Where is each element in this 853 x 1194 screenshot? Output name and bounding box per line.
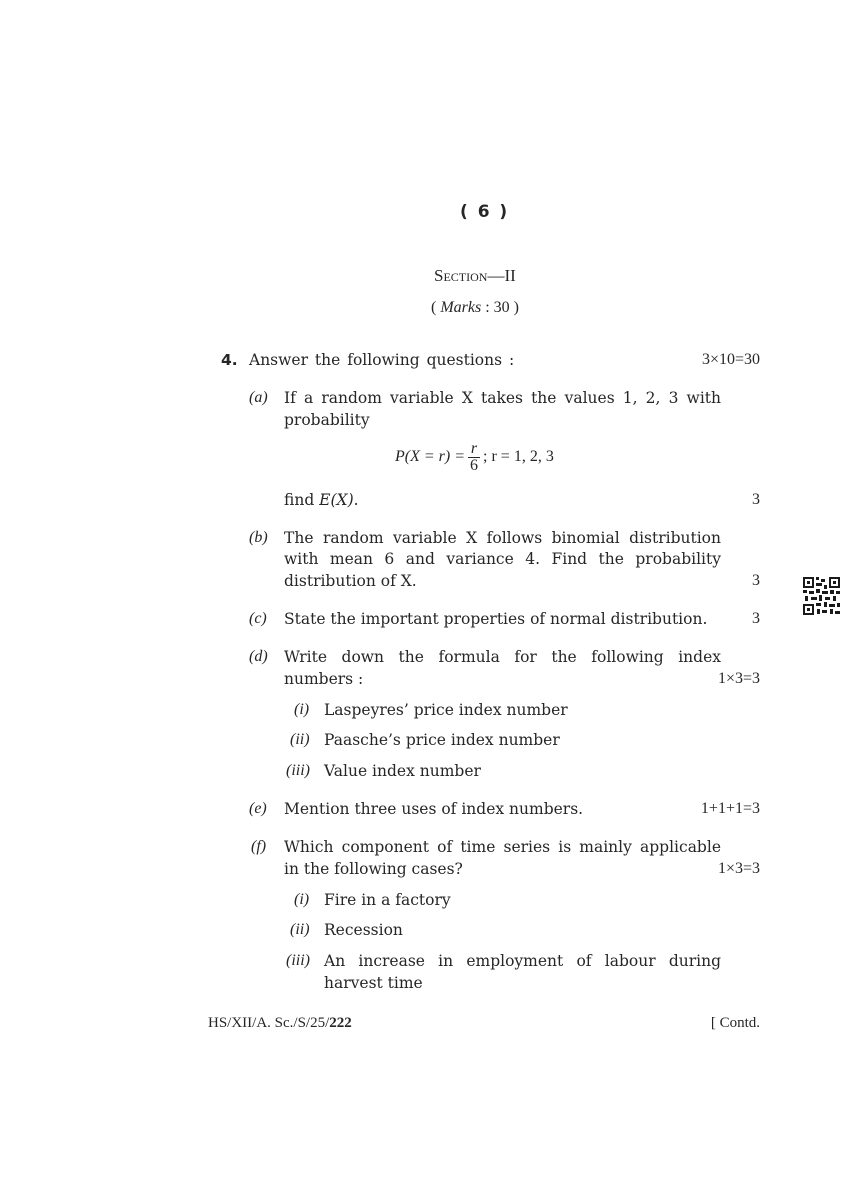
part-a-find-prefix: find [284,491,320,509]
part-f-line2: in the following cases? [284,860,463,878]
part-f-marks: 1×3=3 [717,860,760,877]
section-marks [431,299,519,317]
section-marks-open: ( [431,299,441,316]
part-f-label: (f) [251,838,267,855]
part-d-label: (d) [249,648,268,665]
part-d-item-label: (ii) [290,731,310,748]
part-b-line1: The random variable X follows binomial distribution [284,529,721,547]
part-f-item-text: An increase in employment of labour during [324,952,721,970]
formula-fraction [468,441,480,474]
part-a-line1: If a random variable X takes the values 1, 2, 3 with [284,389,721,407]
part-b-marks: 3 [752,572,760,589]
question-number: 4. [221,351,238,369]
part-f-item-text-cont: harvest time [324,974,423,992]
footer-contd: [ Contd. [710,1015,760,1031]
section-title: Section—II [434,266,516,285]
part-b-label: (b) [249,529,268,546]
part-f-item-label: (ii) [290,921,310,938]
qr-code-icon [802,576,841,616]
part-d-line2: numbers : [284,670,364,688]
part-d-item-text: Laspeyres’ price index number [324,701,568,719]
part-a-find-suffix: . [353,491,359,509]
part-f-line1: Which component of time series is mainly applicable [284,838,721,856]
part-c-label: (c) [249,610,267,627]
formula-lhs: P(X = r) = [395,448,466,466]
part-d-item-text: Value index number [324,762,481,780]
question-prompt: Answer the following questions : [249,351,515,369]
part-f-item-label: (iii) [286,952,310,969]
part-b-line2: with mean 6 and variance 4. Find the probability [284,550,721,568]
part-a-line2: probability [284,411,370,429]
part-d-marks: 1×3=3 [717,670,760,687]
part-d-item-label: (i) [294,701,310,718]
footer-code-number: 222 [329,1015,352,1031]
page-number: ( 6 ) [460,202,508,222]
formula-denominator: 6 [470,457,479,474]
section-marks-label: Marks [440,299,482,316]
footer-code [208,1015,352,1032]
part-f-item-text: Recession [324,921,403,939]
part-e-label: (e) [249,800,267,817]
part-d-line1: Write down the formula for the following index [284,648,721,666]
part-a-find [284,491,359,509]
part-c-marks: 3 [752,610,760,627]
part-a-formula [395,441,554,474]
question-marks: 3×10=30 [701,351,760,368]
formula-rhs: ; r = 1, 2, 3 [483,448,554,466]
part-a-label: (a) [249,389,268,406]
part-d-item-label: (iii) [286,762,310,779]
section-marks-value: : 30 ) [481,299,519,316]
part-d-item-text: Paasche’s price index number [324,731,560,749]
part-f-item-text: Fire in a factory [324,891,451,909]
part-c-text: State the important properties of normal distribution. [284,610,708,628]
footer-code-prefix: HS/XII/A. Sc./S/25/ [208,1015,330,1031]
part-a-find-expr: E(X) [319,491,354,509]
formula-numerator: r [468,441,480,458]
part-b-line3: distribution of X. [284,572,417,590]
part-a-marks: 3 [752,491,760,508]
part-f-item-label: (i) [294,891,310,908]
part-e-text: Mention three uses of index numbers. [284,800,584,818]
part-e-marks: 1+1+1=3 [700,800,760,817]
